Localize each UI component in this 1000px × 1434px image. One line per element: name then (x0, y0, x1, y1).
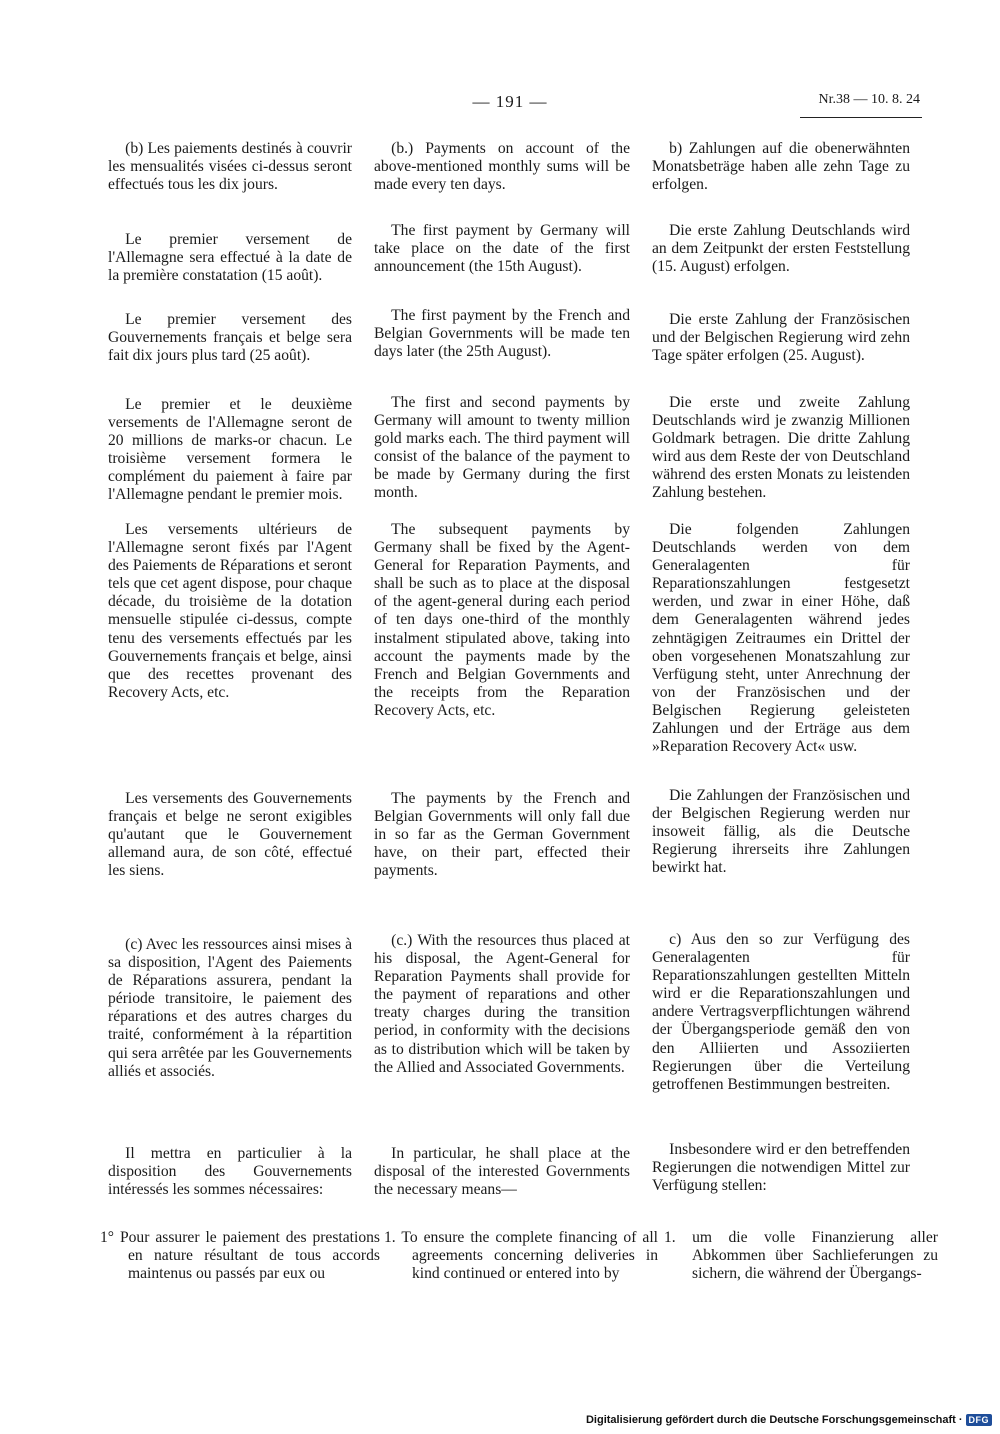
fr-paragraph-b: (b) Les paiements destinés à couvrir les mensualités visées ci-dessus seront effectués tous les dix jours. (108, 140, 352, 194)
fr-paragraph-in-particular: Il mettra en particulier à la disposition des Gouvernements intéressés les sommes nécessaires: (108, 1145, 352, 1199)
fr-paragraph-subsequent-payments: Les versements ultérieurs de l'Allemagne seront fixés par l'Agent des Paiements de Réparations et seront tels que cet agent dispose, pour chaque décade, du troisième de la dotation mensuelle stipulée ci-dessus, compte tenu des versements effectués par les Gouvernements français et belge, ainsi que des recettes provenant des Recovery Acts, etc. (108, 521, 352, 701)
header-rule (800, 117, 922, 118)
gazette-reference: Nr.38 — 10. 8. 24 (818, 92, 920, 107)
page-header (0, 92, 1000, 116)
fr-paragraph-first-payment-germany: Le premier versement de l'Allemagne sera effectué à la date de la première constatation (15 août). (108, 231, 352, 285)
de-paragraph-c: c) Aus den so zur Verfügung des Generalagenten für Reparationszahlungen gestellten Mitteln wird er die Reparationszahlungen und andere Vertragsverpflichtungen während der Übergangsperiode gemäß den von den Alliierten und Assoziierten Regierungen über die Verteilung getroffenen Bestimmungen bestreiten. (652, 931, 910, 1093)
dfg-logo: DFG (966, 1414, 993, 1426)
de-paragraph-first-payment-germany: Die erste Zahlung Deutschlands wird an dem Zeitpunkt der ersten Feststellung (15. August) erfolgen. (652, 222, 910, 276)
en-paragraph-payments-due: The payments by the French and Belgian Governments will only fall due in so far as the German Government have, on their part, effected their payments. (374, 790, 630, 880)
credit-text: Digitalisierung gefördert durch die Deutsche Forschungsgemeinschaft · (585, 1414, 963, 1426)
en-paragraph-b: (b.) Payments on account of the above-mentioned monthly sums will be made every ten days. (374, 140, 630, 194)
en-paragraph-c: (c.) With the resources thus placed at his disposal, the Agent-General for Reparation Payments shall provide for the payment of reparations and other treaty charges during the transition period, in conformity with the decisions as to distribution which will be taken by the Allied and Associated Governments. (374, 932, 630, 1076)
fr-paragraph-c: (c) Avec les ressources ainsi mises à sa disposition, l'Agent des Paiements de Réparations assurera, pendant la période transitoire, le paiement des réparations et des autres charges du traité, conformément à la répartition qui sera arrêtée par les Gouvernements alliés et associés. (108, 936, 352, 1080)
en-paragraph-first-payment-france-belgium: The first payment by the French and Belgian Governments will be made ten days later (the 25th August). (374, 307, 630, 361)
de-paragraph-in-particular: Insbesondere wird er den betreffenden Regierungen die notwendigen Mittel zur Verfügung stellen: (652, 1141, 910, 1195)
fr-list-item-1: 1° Pour assurer le paiement des prestations en nature résultant de tous accords maintenus ou passés par eux ou (100, 1229, 380, 1283)
de-paragraph-payments-due: Die Zahlungen der Französischen und der Belgischen Regierung werden nur insoweit fällig, als die Deutsche Regierung ihrerseits ihre Zahlungen bewirkt hat. (652, 787, 910, 877)
en-list-item-1: 1. To ensure the complete financing of all agreements concerning deliveries in kind continued or entered into by (384, 1229, 658, 1283)
page-number: — 191 — (472, 92, 548, 111)
digitization-credit (586, 1414, 992, 1426)
de-paragraph-b: b) Zahlungen auf die obenerwähnten Monatsbeträge haben alle zehn Tage zu erfolgen. (652, 140, 910, 194)
en-paragraph-subsequent-payments: The subsequent payments by Germany shall be fixed by the Agent-General for Reparation Payments, and shall be such as to place at the disposal of the agent-general during each period of ten days one-third of the monthly instalment stipulated above, taking into account the payments made by the French and Belgian Governments and the receipts from the Reparation Recovery Acts, etc. (374, 521, 630, 719)
de-paragraph-first-payment-france-belgium: Die erste Zahlung der Französischen und der Belgischen Regierung wird zehn Tage später erfolgen (25. August). (652, 311, 910, 365)
fr-paragraph-payments-due: Les versements des Gouvernements français et belge ne seront exigibles qu'autant que le Gouvernement allemand aura, de son côté, effectué les siens. (108, 790, 352, 880)
fr-paragraph-first-payment-france-belgium: Le premier versement des Gouvernements français et belge sera fait dix jours plus tard (25 août). (108, 311, 352, 365)
en-paragraph-instalments: The first and second payments by Germany will amount to twenty million gold marks each. The third payment will consist of the balance of the payment to be made by Germany during the first month. (374, 394, 630, 502)
de-paragraph-subsequent-payments: Die folgenden Zahlungen Deutschlands werden von dem Generalagenten für Reparationszahlungen festgesetzt werden, und zwar in einer Höhe, daß dem Generalagenten während jedes zehntägigen Zeitraumes ein Drittel der oben vorgesehenen Monatszahlung zur Verfügung steht, unter Anrechnung der von der Französischen und der Belgischen Regierung geleisteten Zahlungen und der Erträge aus dem »Reparation Recovery Act« usw. (652, 521, 910, 756)
en-paragraph-first-payment-germany: The first payment by Germany will take place on the date of the first announcement (the 15th August). (374, 222, 630, 276)
en-paragraph-in-particular: In particular, he shall place at the disposal of the interested Governments the necessary means— (374, 1145, 630, 1199)
fr-paragraph-instalments: Le premier et le deuxième versements de l'Allemagne seront de 20 millions de marks-or chacun. Le troisième versement formera le complément du paiement à faire par l'Allemagne pendant le premier mois. (108, 396, 352, 504)
de-paragraph-instalments: Die erste und zweite Zahlung Deutschlands wird je zwanzig Millionen Goldmark betragen. Die dritte Zahlung wird aus dem Reste der von Deutschland während des ersten Monats zu leistenden Zahlung bestehen. (652, 394, 910, 502)
de-list-item-1: 1. um die volle Finanzierung aller Abkommen über Sachlieferungen zu sichern, die während der Übergangs- (664, 1229, 938, 1283)
